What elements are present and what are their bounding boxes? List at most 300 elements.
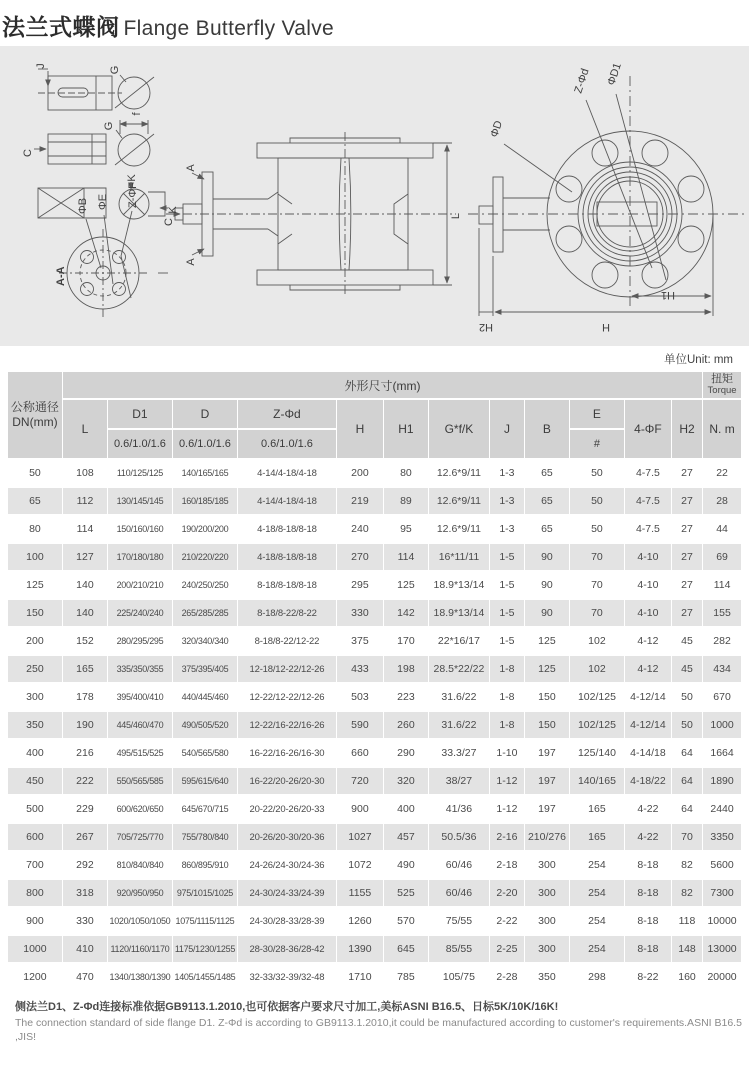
table-row [8, 656, 741, 682]
cell: 27 [672, 516, 702, 542]
cell: 12-22/12-22/12-26 [238, 684, 336, 710]
cell: 125 [525, 656, 569, 682]
cell: 64 [672, 796, 702, 822]
cell: 400 [8, 740, 62, 766]
col-dn [8, 372, 62, 458]
page-title [2, 9, 749, 42]
cell: 1-5 [490, 544, 524, 570]
cell: 27 [672, 544, 702, 570]
label-a-bottom: A [185, 258, 197, 266]
cell: 90 [525, 572, 569, 598]
cell: 50 [570, 516, 624, 542]
cell: 292 [63, 852, 107, 878]
cell: 1072 [337, 852, 383, 878]
cell: 31.6/22 [429, 684, 489, 710]
cell: 12.6*9/11 [429, 516, 489, 542]
cell: 8-22 [625, 964, 671, 990]
cell: 114 [63, 516, 107, 542]
cell: 18.9*13/14 [429, 600, 489, 626]
cell: 600/620/650 [108, 796, 172, 822]
cell: 250 [8, 656, 62, 682]
label-k-top: K [126, 174, 138, 182]
cell: 490/505/520 [173, 712, 237, 738]
label-z-phi-f: Z-ΦF [127, 182, 139, 208]
cell: 60/46 [429, 852, 489, 878]
cell: 148 [672, 936, 702, 962]
table-row [8, 572, 741, 598]
cell: 150 [525, 684, 569, 710]
cell: 38/27 [429, 768, 489, 794]
cell: 260 [384, 712, 428, 738]
cell: 2-16 [490, 824, 524, 850]
cell: 165 [570, 796, 624, 822]
cell: 160 [672, 964, 702, 990]
torque-label-en: Torque [707, 385, 737, 396]
cell: 32-33/32-39/32-48 [238, 964, 336, 990]
cell: 150 [8, 600, 62, 626]
cell: 2-28 [490, 964, 524, 990]
cell: 50 [570, 460, 624, 486]
cell: 75/55 [429, 908, 489, 934]
col-d-pn: 0.6/1.0/1.6 [173, 430, 237, 458]
cell: 102 [570, 628, 624, 654]
cell: 300 [8, 684, 62, 710]
cell: 1390 [337, 936, 383, 962]
cell: 4-18/22 [625, 768, 671, 794]
col-4-phi-f: 4-ΦF [625, 400, 671, 458]
cell: 300 [525, 936, 569, 962]
cell: 8-18 [625, 852, 671, 878]
label-k-right: K [167, 206, 179, 214]
cell: 69 [703, 544, 741, 570]
dn-label-unit: DN(mm) [12, 415, 58, 429]
cell: 197 [525, 740, 569, 766]
cell: 490 [384, 852, 428, 878]
cell: 1175/1230/1255 [173, 936, 237, 962]
cell: 50 [672, 712, 702, 738]
cell: 219 [337, 488, 383, 514]
cell: 100 [8, 544, 62, 570]
cell: 434 [703, 656, 741, 682]
cell: 503 [337, 684, 383, 710]
footer-notes [0, 992, 749, 1044]
cell: 24-26/24-30/24-36 [238, 852, 336, 878]
cell: 114 [384, 544, 428, 570]
table-row [8, 460, 741, 486]
cell: 2-18 [490, 852, 524, 878]
cell: 28 [703, 488, 741, 514]
cell: 265/285/285 [173, 600, 237, 626]
label-g-mid: G [103, 121, 115, 131]
cell: 2440 [703, 796, 741, 822]
cell: 70 [570, 544, 624, 570]
cell: 65 [525, 516, 569, 542]
cell: 197 [525, 768, 569, 794]
cell: 64 [672, 740, 702, 766]
cell: 540/565/580 [173, 740, 237, 766]
table-row [8, 628, 741, 654]
cell: 223 [384, 684, 428, 710]
cell: 20-22/20-26/20-33 [238, 796, 336, 822]
label-f: f [131, 112, 143, 116]
table-row [8, 880, 741, 906]
label-section-aa: A-A [55, 266, 67, 286]
col-z-phi-d: Z-Φd [238, 400, 336, 428]
cell: 4-18/8-18/8-18 [238, 516, 336, 542]
cell: 1-5 [490, 600, 524, 626]
technical-drawing [0, 46, 749, 346]
col-d1: D1 [108, 400, 172, 428]
cell: 433 [337, 656, 383, 682]
cell: 45 [672, 628, 702, 654]
cell: 118 [672, 908, 702, 934]
cell: 550/565/585 [108, 768, 172, 794]
cell: 900 [337, 796, 383, 822]
col-b: B [525, 400, 569, 458]
col-j: J [490, 400, 524, 458]
cell: 670 [703, 684, 741, 710]
cell: 4-12/14 [625, 684, 671, 710]
cell: 70 [672, 824, 702, 850]
cell: 114 [703, 572, 741, 598]
cell: 165 [63, 656, 107, 682]
cell: 4-14/4-18/4-18 [238, 488, 336, 514]
cell: 64 [672, 768, 702, 794]
cell: 60/46 [429, 880, 489, 906]
cell: 12.6*9/11 [429, 488, 489, 514]
col-h1: H1 [384, 400, 428, 458]
cell: 267 [63, 824, 107, 850]
col-zd-pn: 0.6/1.0/1.6 [238, 430, 336, 458]
cell: 590 [337, 712, 383, 738]
cell: 800 [8, 880, 62, 906]
cell: 705/725/770 [108, 824, 172, 850]
cell: 1260 [337, 908, 383, 934]
table-row [8, 964, 741, 990]
cell: 500 [8, 796, 62, 822]
cell: 470 [63, 964, 107, 990]
table-row [8, 740, 741, 766]
cell: 1075/1115/1125 [173, 908, 237, 934]
cell: 31.6/22 [429, 712, 489, 738]
cell: 20-26/20-30/20-36 [238, 824, 336, 850]
cell: 50 [8, 460, 62, 486]
cell: 1405/1455/1485 [173, 964, 237, 990]
cell: 1120/1160/1170 [108, 936, 172, 962]
cell: 1-8 [490, 684, 524, 710]
dn-label-cn: 公称通径 [10, 400, 59, 414]
cell: 140/165 [570, 768, 624, 794]
cell: 50 [672, 684, 702, 710]
cell: 375 [337, 628, 383, 654]
cell: 595/615/640 [173, 768, 237, 794]
cell: 178 [63, 684, 107, 710]
cell: 210/276 [525, 824, 569, 850]
cell: 210/220/220 [173, 544, 237, 570]
cell: 90 [525, 544, 569, 570]
cell: 85/55 [429, 936, 489, 962]
cell: 170/180/180 [108, 544, 172, 570]
cell: 150 [525, 712, 569, 738]
cell: 1200 [8, 964, 62, 990]
cell: 45 [672, 656, 702, 682]
cell: 282 [703, 628, 741, 654]
cell: 102 [570, 656, 624, 682]
cell: 8-18 [625, 908, 671, 934]
cell: 24-30/28-33/28-39 [238, 908, 336, 934]
table-row [8, 936, 741, 962]
table-header [8, 372, 741, 458]
label-phi-b: ΦB [77, 197, 89, 214]
label-g-top: G [109, 65, 121, 75]
cell: 1340/1380/1390 [108, 964, 172, 990]
cell: 24-30/24-33/24-39 [238, 880, 336, 906]
table-row [8, 768, 741, 794]
cell: 410 [63, 936, 107, 962]
cell: 112 [63, 488, 107, 514]
cell: 300 [525, 852, 569, 878]
label-phi-e: ΦE [97, 193, 109, 210]
cell: 810/840/840 [108, 852, 172, 878]
cell: 50 [570, 488, 624, 514]
cell: 335/350/355 [108, 656, 172, 682]
torque-label-cn: 扭矩 [711, 373, 734, 385]
cell: 13000 [703, 936, 741, 962]
cell: 90 [525, 600, 569, 626]
cell: 95 [384, 516, 428, 542]
page-header [0, 0, 749, 46]
col-group-outline-dims: 外形尺寸(mm) [63, 372, 702, 398]
cell: 1-3 [490, 488, 524, 514]
cell: 1155 [337, 880, 383, 906]
cell: 300 [525, 908, 569, 934]
cell: 27 [672, 488, 702, 514]
cell: 280/295/295 [108, 628, 172, 654]
cell: 125/140 [570, 740, 624, 766]
cell: 70 [570, 572, 624, 598]
cell: 330 [337, 600, 383, 626]
cell: 2-22 [490, 908, 524, 934]
table-row [8, 544, 741, 570]
cell: 330 [63, 908, 107, 934]
cell: 190 [63, 712, 107, 738]
cell: 125 [384, 572, 428, 598]
cell: 28.5*22/22 [429, 656, 489, 682]
cell: 27 [672, 600, 702, 626]
cell: 28-30/28-36/28-42 [238, 936, 336, 962]
dimensions-table [7, 370, 742, 992]
cell: 975/1015/1025 [173, 880, 237, 906]
cell: 170 [384, 628, 428, 654]
cell: 4-10 [625, 572, 671, 598]
cell: 16-22/20-26/20-30 [238, 768, 336, 794]
cell: 600 [8, 824, 62, 850]
cell: 70 [570, 600, 624, 626]
cell: 12-22/16-22/16-26 [238, 712, 336, 738]
cell: 125 [8, 572, 62, 598]
cell: 2-25 [490, 936, 524, 962]
cell: 152 [63, 628, 107, 654]
cell: 240 [337, 516, 383, 542]
cell: 22 [703, 460, 741, 486]
cell: 165 [570, 824, 624, 850]
cell: 82 [672, 880, 702, 906]
cell: 8-18 [625, 936, 671, 962]
cell: 142 [384, 600, 428, 626]
cell: 4-18/8-18/8-18 [238, 544, 336, 570]
cell: 10000 [703, 908, 741, 934]
cell: 860/895/910 [173, 852, 237, 878]
cell: 700 [8, 852, 62, 878]
col-nm: N. m [703, 400, 741, 458]
cell: 395/400/410 [108, 684, 172, 710]
cell: 1-12 [490, 796, 524, 822]
cell: 1000 [8, 936, 62, 962]
unit-note: 单位Unit: mm [664, 354, 733, 366]
cell: 645/670/715 [173, 796, 237, 822]
cell: 12.6*9/11 [429, 460, 489, 486]
cell: 1-8 [490, 656, 524, 682]
cell: 1710 [337, 964, 383, 990]
cell: 4-7.5 [625, 516, 671, 542]
cell: 450 [8, 768, 62, 794]
table-row [8, 824, 741, 850]
cell: 7300 [703, 880, 741, 906]
label-j: J [35, 63, 47, 69]
cell: 80 [384, 460, 428, 486]
cell: 270 [337, 544, 383, 570]
cell: 102/125 [570, 684, 624, 710]
valve-drawing-svg [0, 46, 749, 346]
cell: 200 [8, 628, 62, 654]
cell: 2-20 [490, 880, 524, 906]
table-row [8, 600, 741, 626]
cell: 105/75 [429, 964, 489, 990]
cell: 785 [384, 964, 428, 990]
cell: 198 [384, 656, 428, 682]
cell: 50.5/36 [429, 824, 489, 850]
cell: 229 [63, 796, 107, 822]
cell: 1890 [703, 768, 741, 794]
cell: 5600 [703, 852, 741, 878]
cell: 400 [384, 796, 428, 822]
cell: 65 [525, 460, 569, 486]
cell: 1020/1050/1050 [108, 908, 172, 934]
cell: 1-8 [490, 712, 524, 738]
label-phi-d1: ΦD1 [605, 61, 624, 87]
cell: 300 [525, 880, 569, 906]
cell: 110/125/125 [108, 460, 172, 486]
cell: 8-18 [625, 880, 671, 906]
cell: 1664 [703, 740, 741, 766]
cell: 16*11/11 [429, 544, 489, 570]
cell: 4-14/4-18/4-18 [238, 460, 336, 486]
cell: 525 [384, 880, 428, 906]
cell: 8-18/8-22/8-22 [238, 600, 336, 626]
label-h1: H1 [660, 289, 676, 301]
cell: 4-12/14 [625, 712, 671, 738]
label-a-top: A [185, 164, 197, 172]
cell: 1000 [703, 712, 741, 738]
cell: 33.3/27 [429, 740, 489, 766]
cell: 200 [337, 460, 383, 486]
label-l: L [450, 212, 462, 220]
cell: 102/125 [570, 712, 624, 738]
table-row [8, 516, 741, 542]
cell: 755/780/840 [173, 824, 237, 850]
cell: 920/950/950 [108, 880, 172, 906]
cell: 12-18/12-22/12-26 [238, 656, 336, 682]
cell: 350 [525, 964, 569, 990]
cell: 222 [63, 768, 107, 794]
cell: 4-12 [625, 656, 671, 682]
cell: 1-5 [490, 572, 524, 598]
cell: 65 [525, 488, 569, 514]
cell: 290 [384, 740, 428, 766]
label-phi-d: ΦD [488, 119, 506, 139]
cell: 440/445/460 [173, 684, 237, 710]
cell: 645 [384, 936, 428, 962]
col-h2: H2 [672, 400, 702, 458]
label-z-phi-d: Z-Φd [572, 67, 592, 95]
cell: 1-5 [490, 628, 524, 654]
table-row [8, 684, 741, 710]
cell: 41/36 [429, 796, 489, 822]
cell: 80 [8, 516, 62, 542]
cell: 254 [570, 880, 624, 906]
table-row [8, 488, 741, 514]
cell: 254 [570, 852, 624, 878]
col-l: L [63, 400, 107, 458]
cell: 190/200/200 [173, 516, 237, 542]
table-row [8, 796, 741, 822]
cell: 18.9*13/14 [429, 572, 489, 598]
col-e: E [570, 400, 624, 428]
cell: 660 [337, 740, 383, 766]
cell: 89 [384, 488, 428, 514]
cell: 8-18/8-18/8-18 [238, 572, 336, 598]
cell: 1027 [337, 824, 383, 850]
col-d: D [173, 400, 237, 428]
col-e-hash: # [570, 430, 624, 458]
cell: 4-10 [625, 600, 671, 626]
cell: 4-10 [625, 544, 671, 570]
cell: 125 [525, 628, 569, 654]
cell: 254 [570, 936, 624, 962]
cell: 200/210/210 [108, 572, 172, 598]
cell: 4-7.5 [625, 488, 671, 514]
cell: 350 [8, 712, 62, 738]
cell: 457 [384, 824, 428, 850]
cell: 720 [337, 768, 383, 794]
cell: 22*16/17 [429, 628, 489, 654]
cell: 254 [570, 908, 624, 934]
table-row [8, 908, 741, 934]
label-h2: H2 [478, 321, 494, 333]
table-body [8, 460, 741, 990]
cell: 1-12 [490, 768, 524, 794]
col-gfk: G*f/K [429, 400, 489, 458]
cell: 1-3 [490, 460, 524, 486]
cell: 495/515/525 [108, 740, 172, 766]
note-en: The connection standard of side flange D1. Z-Φd is according to GB9113.1.2010,it could be manufactured according to customer's requirements.ASNI B16.5 ,JIS! [15, 1017, 742, 1043]
title-cn: 法兰式蝶阀 [2, 14, 120, 40]
cell: 240/250/250 [173, 572, 237, 598]
cell: 127 [63, 544, 107, 570]
col-torque [703, 372, 741, 398]
cell: 295 [337, 572, 383, 598]
cell: 130/145/145 [108, 488, 172, 514]
